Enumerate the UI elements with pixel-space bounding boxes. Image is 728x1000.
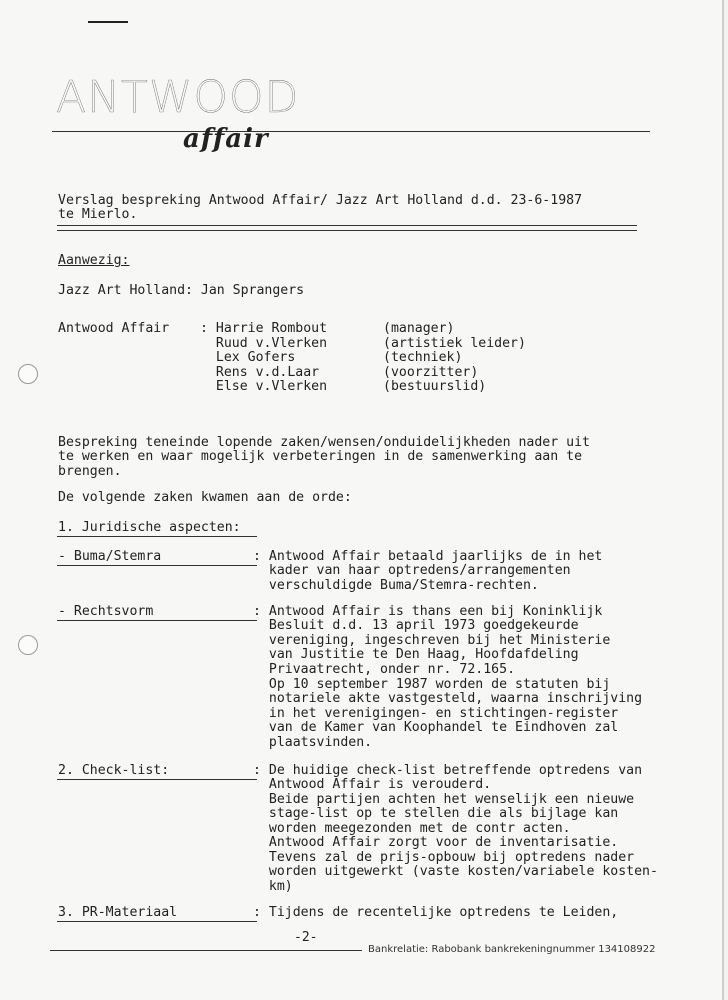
checklist-text-line: km): [253, 879, 293, 894]
punch-hole: [18, 364, 38, 384]
punch-hole: [18, 635, 38, 655]
checklist-text-line: Antwood Affair is verouderd.: [253, 777, 492, 792]
rechtsvorm-text-line: Besluit d.d. 13 april 1973 goedgekeurde: [253, 618, 579, 633]
page-number: -2-: [294, 930, 318, 945]
member-role: (manager): [383, 321, 455, 336]
footer-rule: [50, 950, 362, 951]
antwood-label: Antwood Affair: [58, 321, 170, 336]
report-title-line2: te Mierlo.: [58, 207, 138, 222]
bank-details: Bankrelatie: Rabobank bankrekeningnummer 134108922: [368, 944, 656, 955]
intro-line: brengen.: [58, 464, 122, 479]
buma-label: - Buma/Stemra: [58, 549, 162, 564]
member-name: Rens v.d.Laar: [200, 365, 320, 380]
title-rule-2: [57, 230, 637, 231]
buma-underline: [57, 565, 257, 566]
member-role: (techniek): [383, 350, 463, 365]
member-name: Lex Gofers: [200, 350, 296, 365]
rechtsvorm-label: - Rechtsvorm: [58, 604, 154, 619]
checklist-text-line: Antwood Affair zorgt voor de inventarisatie.: [253, 835, 619, 850]
member-name: : Harrie Rombout: [200, 321, 328, 336]
brand-logo-script: affair: [183, 124, 269, 154]
checklist-text-line: worden uitgewerkt (vaste kosten/variabele kosten-: [253, 864, 658, 879]
member-role: (bestuurslid): [383, 379, 487, 394]
checklist-underline: [57, 779, 257, 780]
rechtsvorm-text-line: Privaatrecht, onder nr. 72.165.: [253, 662, 516, 677]
section-juridisch-heading: 1. Juridische aspecten:: [58, 520, 241, 535]
checklist-text-line: Tevens zal de prijs-opbouw bij optredens nader: [253, 850, 635, 865]
title-rule-1: [57, 225, 637, 226]
rechtsvorm-text-line: plaatsvinden.: [253, 735, 373, 750]
member-role: (artistiek leider): [383, 336, 526, 351]
buma-text-line: : Antwood Affair betaald jaarlijks de in het: [253, 549, 603, 564]
attendance-heading: Aanwezig:: [58, 253, 130, 268]
checklist-text-line: stage-list op te stellen die als bijlage kan: [253, 806, 619, 821]
pr-text-line: : Tijdens de recentelijke optredens te Leiden,: [253, 905, 619, 920]
intro-line: Bespreking teneinde lopende zaken/wensen/onduidelijkheden nader uit: [58, 435, 590, 450]
rechtsvorm-text-line: Op 10 september 1987 worden de statuten bij: [253, 677, 611, 692]
brand-logo-word: ANTWOOD: [56, 72, 300, 123]
letterhead-rule: [52, 131, 650, 132]
member-name: Else v.Vlerken: [200, 379, 328, 394]
rechtsvorm-text-line: vereniging, ingeschreven bij het Ministerie: [253, 633, 611, 648]
rechtsvorm-text-line: van Justitie te Den Haag, Hoofdafdeling: [253, 647, 579, 662]
checklist-text-line: Beide partijen achten het wenselijk een nieuwe: [253, 792, 635, 807]
report-title-line1: Verslag bespreking Antwood Affair/ Jazz Art Holland d.d. 23-6-1987: [58, 193, 583, 208]
pr-underline: [57, 921, 257, 922]
intro-line: te werken en waar mogelijk verbeteringen in de samenwerking aan te: [58, 449, 583, 464]
section-checklist-heading: 2. Check-list:: [58, 763, 170, 778]
agenda-intro: De volgende zaken kwamen aan de orde:: [58, 490, 352, 505]
rechtsvorm-text-line: : Antwood Affair is thans een bij Koninklijk: [253, 604, 603, 619]
rechtsvorm-text-line: in het verenigingen- en stichtingen-register: [253, 706, 619, 721]
section-pr-heading: 3. PR-Materiaal: [58, 905, 178, 920]
member-role: (voorzitter): [383, 365, 479, 380]
member-name: Ruud v.Vlerken: [200, 336, 328, 351]
juridisch-underline: [57, 536, 257, 537]
buma-text-line: kader van haar optredens/arrangementen: [253, 563, 571, 578]
rechtsvorm-text-line: notariele akte vastgesteld, waarna inschrijving: [253, 691, 643, 706]
rechtsvorm-text-line: van de Kamer van Koophandel te Eindhoven zal: [253, 720, 619, 735]
checklist-text-line: : De huidige check-list betreffende optredens van: [253, 763, 643, 778]
checklist-text-line: worden meegezonden met de contr acten.: [253, 821, 571, 836]
top-dash-mark: [88, 21, 128, 23]
rechtsvorm-underline: [57, 620, 257, 621]
buma-text-line: verschuldigde Buma/Stemra-rechten.: [253, 578, 539, 593]
jazz-art-attendee: Jazz Art Holland: Jan Sprangers: [58, 283, 305, 298]
